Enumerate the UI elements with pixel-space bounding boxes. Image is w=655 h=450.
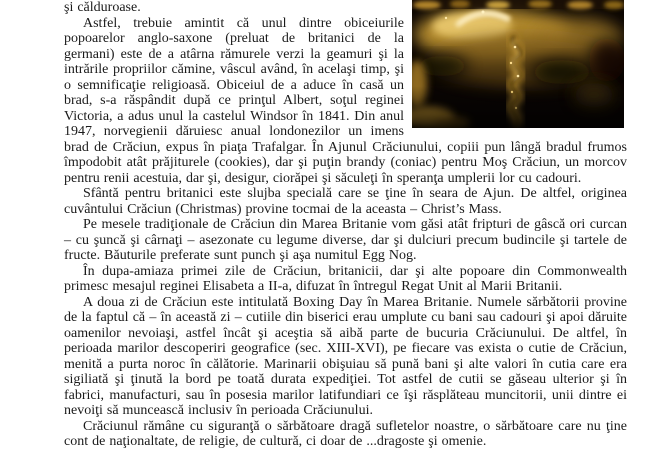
paragraph-customs-tree: Astfel, trebuie amintit că unul dintre obiceiurile popoarelor anglo-saxone (preluat de britanici de la germani) este de a atârna rămurele verzi la geamuri şi la intrările propriilor cămine, vâscul având, în acelaşi timp, şi o semnificaţie religioasă. Obiceiul de a aduce în casă un brad, s-a răspândit după ce prinţul Albert, soţul reginei Victoria, a adus unul la castelul Windsor în 1841. Din anul 1947, norvegienii dăruiesc anual londonezilor un imens brad de Crăciun, expus în piaţa Trafalgar. În Ajunul Crăciunului, copiii pun lângă bradul frumos împodobit atât prăjiturele (cookies), dar şi puţin brandy (coniac) pentru Moş Crăciun, un morcov pentru renii acestuia, dar şi, desigur, ciorăpei şi săculeţi în speranţa umplerii lor cu cadouri. bbox=[64, 15, 627, 186]
paragraph-fragment: şi călduroase. bbox=[64, 0, 141, 15]
night-golden-reflection-image bbox=[412, 0, 624, 128]
text-column bbox=[64, 0, 627, 450]
paragraph-christs-mass: Sfântă pentru britanici este slujba specială care se ţine în seara de Ajun. De altfel, originea cuvântului Crăciun (Christmas) provine tocmai de la aceasta – Christ’s Mass. bbox=[64, 186, 627, 217]
paragraph-boxing-day: A doua zi de Crăciun este intitulată Boxing Day în Marea Britanie. Numele sărbătorii provine de la faptul că – în această zi – cutiile din biserici erau umplute cu bani sau cadouri şi apoi dăruite oamenilor nevoiaşi, astfel încât şi aceştia să aibă parte de bucuria Crăciunului. De altfel, în perioada marilor descoperiri geografice (sec. XIII-XVI), pe fiecare vas exista o cutie de Crăciun, menită a purta noroc în călătorie. Marinarii obişuiau să pună bani şi alte valori în cutia care era sigiliată şi ţinută la bord pe toată durata expediţiei. Tot astfel de cutii se găseau ulterior şi în fabrici, manufacturi, sau în posesia marilor latifundiari ce îşi răsplăteau muncitorii, unii dintre ei nevoiţi să muncească inclusiv în perioada Crăciunului. bbox=[64, 294, 627, 418]
paragraph-queens-message: În dupa-amiaza primei zile de Crăciun, britanicii, dar şi alte popoare din Commonwealth primesc mesajul reginei Elisabeta a II-a, difuzat în întregul Regat Unit al Marii Britanii. bbox=[64, 263, 627, 294]
paragraph-traditional-meals: Pe mesele tradiţionale de Crăciun din Marea Britanie vom găsi atât fripturi de gâscă ori curcan – cu şuncă şi cârnaţi – asezonate cu legume diverse, dar şi dulciuri precum budincile şi tartele de fructe. Băuturile preferate sunt punch şi aşa numitul Egg Nog. bbox=[64, 217, 627, 263]
paragraph-conclusion: Crăciunul rămâne cu siguranţă o sărbătoare dragă sufletelor noastre, o sărbătoare care nu ţine cont de naţionaltate, de religie, de cultură, ci doar de ...dragoste şi omenie. bbox=[64, 418, 627, 449]
christmas-lights-photo bbox=[412, 0, 624, 128]
